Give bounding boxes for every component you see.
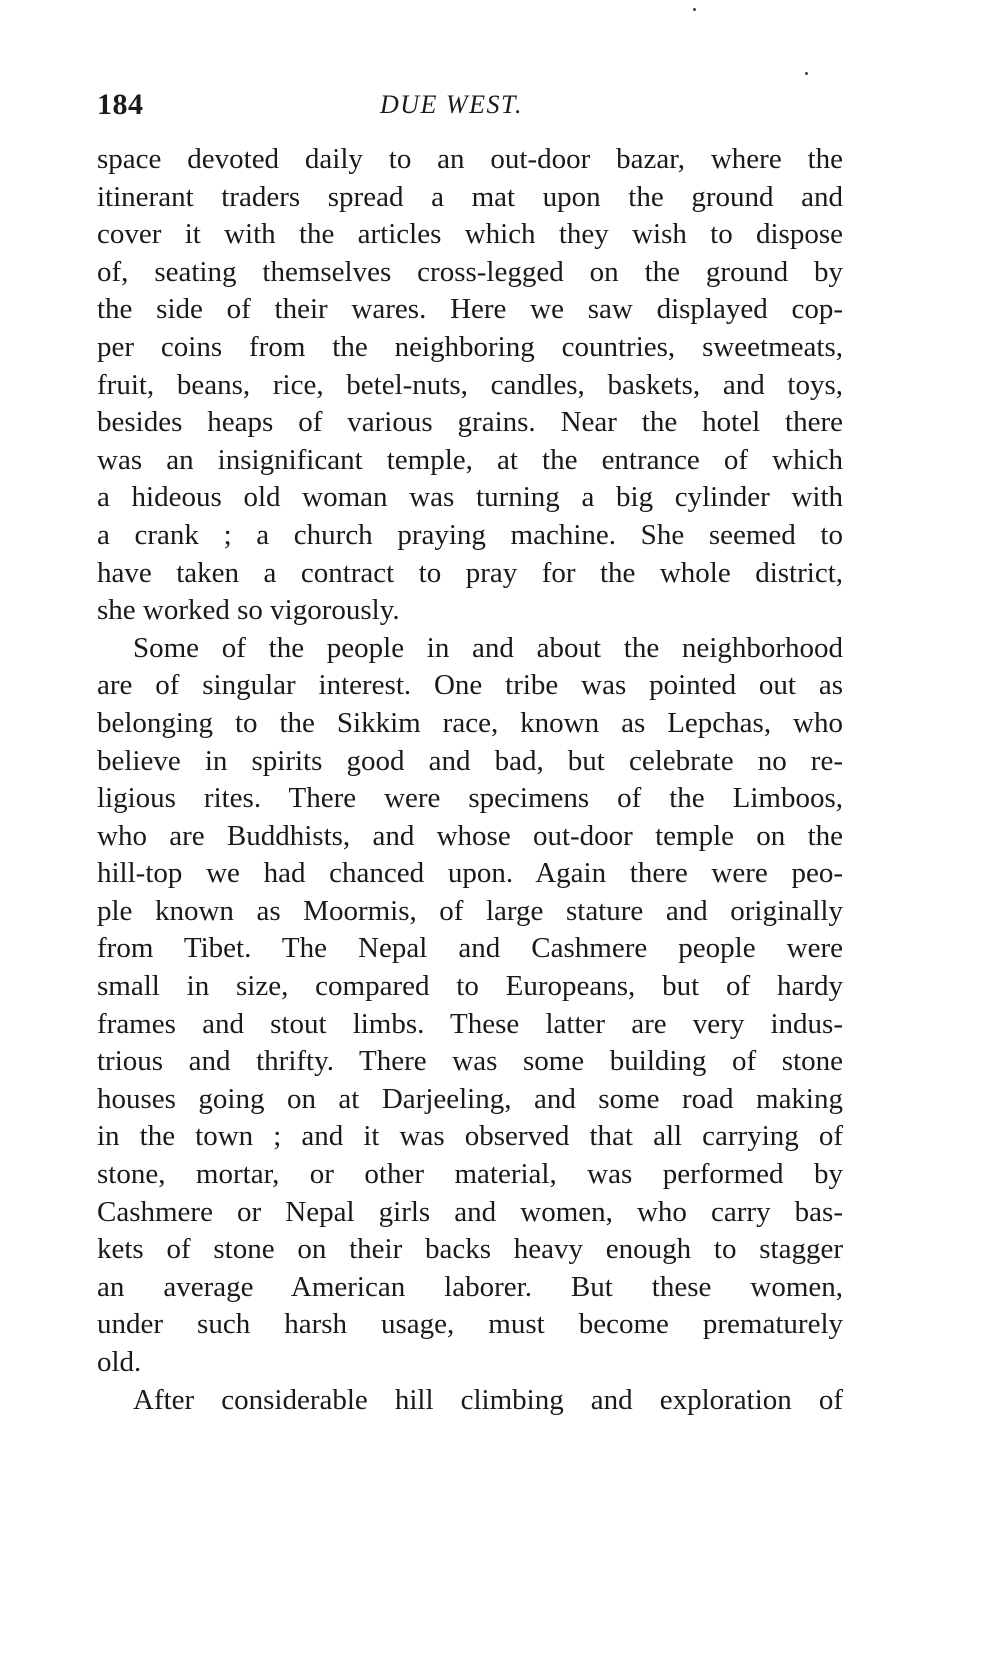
text-line: from Tibet. The Nepal and Cashmere people were	[97, 932, 843, 965]
paragraph-start-line: After considerable hill climbing and exploration of	[133, 1383, 843, 1416]
text-line: was an insignificant temple, at the entrance of which	[97, 443, 843, 476]
text-line: are of singular interest. One tribe was pointed out as	[97, 669, 843, 702]
text-line: hill-top we had chanced upon. Again there were peo-	[97, 857, 843, 890]
paragraph-end-line: she worked so vigorously.	[97, 594, 400, 627]
scan-speck	[693, 8, 696, 11]
text-line: a crank ; a church praying machine. She seemed to	[97, 518, 843, 551]
body-text	[97, 141, 843, 1419]
text-line: trious and thrifty. There was some building of stone	[97, 1045, 843, 1078]
text-line: houses going on at Darjeeling, and some road making	[97, 1082, 843, 1115]
text-line: cover it with the articles which they wish to dispose	[97, 218, 843, 251]
text-line: ple known as Moormis, of large stature and originally	[97, 894, 843, 927]
text-line: itinerant traders spread a mat upon the ground and	[97, 180, 843, 213]
running-title: DUE WEST.	[380, 90, 524, 119]
text-line: the side of their wares. Here we saw displayed cop-	[97, 293, 843, 326]
page-number: 184	[97, 88, 144, 121]
paragraph-end-line: old.	[97, 1346, 142, 1378]
text-line: believe in spirits good and bad, but celebrate no re-	[97, 744, 843, 777]
text-line: small in size, compared to Europeans, but of hardy	[97, 970, 843, 1003]
page-header	[97, 88, 847, 128]
text-line: of, seating themselves cross-legged on the ground by	[97, 255, 843, 288]
text-line: under such harsh usage, must become prematurely	[97, 1308, 843, 1341]
text-line: who are Buddhists, and whose out-door temple on the	[97, 819, 843, 852]
text-line: in the town ; and it was observed that all carrying of	[97, 1120, 843, 1153]
text-line: a hideous old woman was turning a big cylinder with	[97, 481, 843, 514]
text-line: besides heaps of various grains. Near the hotel there	[97, 406, 843, 439]
text-line: have taken a contract to pray for the whole district,	[97, 556, 843, 589]
text-line: Cashmere or Nepal girls and women, who carry bas-	[97, 1195, 843, 1228]
scan-speck	[805, 72, 808, 75]
text-line: frames and stout limbs. These latter are very indus-	[97, 1007, 843, 1040]
text-line: space devoted daily to an out-door bazar, where the	[97, 143, 843, 175]
text-line: ligious rites. There were specimens of the Limboos,	[97, 782, 843, 815]
paragraph-start-line: Some of the people in and about the neighborhood	[133, 631, 843, 664]
text-line: stone, mortar, or other material, was performed by	[97, 1158, 843, 1191]
text-line: per coins from the neighboring countries, sweetmeats,	[97, 330, 843, 363]
text-line: fruit, beans, rice, betel-nuts, candles, baskets, and toys,	[97, 368, 843, 401]
text-line: an average American laborer. But these women,	[97, 1270, 843, 1303]
text-line: kets of stone on their backs heavy enough to stagger	[97, 1233, 843, 1266]
text-line: belonging to the Sikkim race, known as Lepchas, who	[97, 706, 843, 739]
